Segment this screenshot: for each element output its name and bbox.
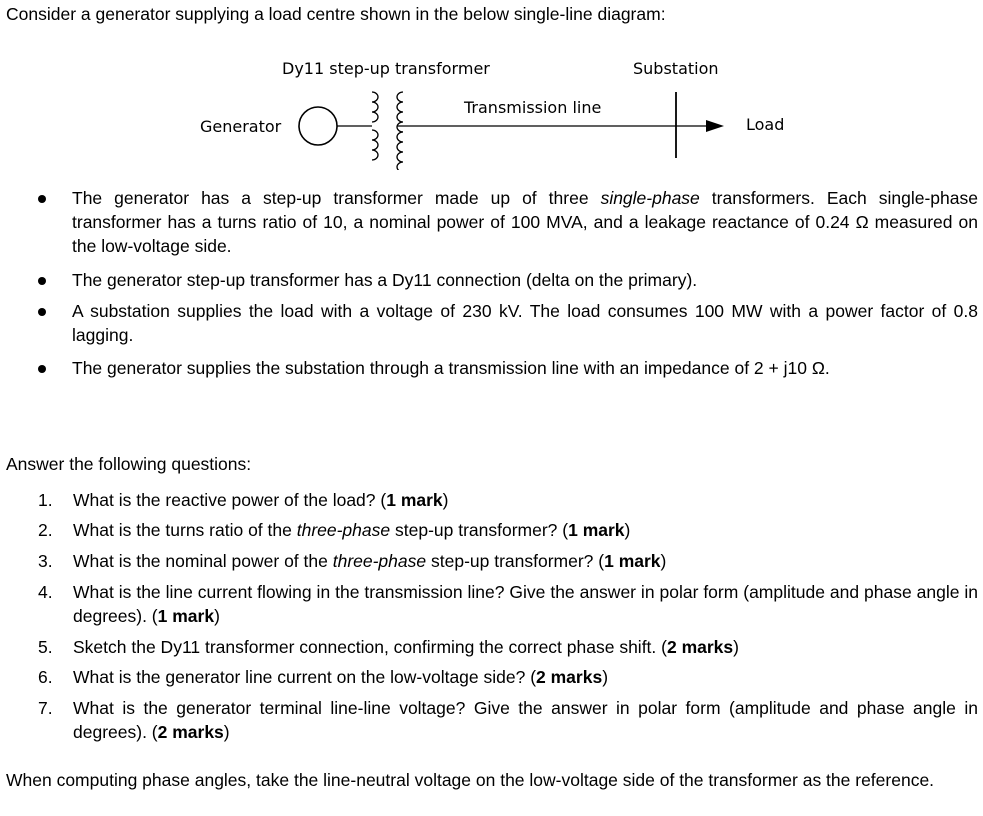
question-number: 4. xyxy=(38,582,53,602)
bullet-dot xyxy=(38,195,46,203)
question-number: 1. xyxy=(38,490,53,510)
question-marks: 1 mark xyxy=(386,490,443,510)
question-number: 7. xyxy=(38,698,53,718)
question-number: 6. xyxy=(38,667,53,687)
bullet-text: The generator step-up transformer has a Dy11 connection (delta on the primary). xyxy=(72,270,698,290)
load-arrow xyxy=(706,120,724,132)
bullet-text-cont: transformers. Each single-phase transformer has a turns ratio of 10, a nominal power of 100 MVA, and a leakage reactance of 0.24 Ω measured on the low-voltage side. xyxy=(72,188,978,256)
bullet-text: A substation supplies the load with a voltage of 230 kV. The load consumes 100 MW with a power factor of 0.8 lagging. xyxy=(72,301,978,345)
bullet-text: The generator supplies the substation through a transmission line with an impedance of 2 + j10 Ω. xyxy=(72,358,830,378)
question-text: What is the reactive power of the load? ( xyxy=(73,490,387,510)
generator-symbol xyxy=(299,107,337,145)
reference-note: When computing phase angles, take the line-neutral voltage on the low-voltage side of the transformer as the reference. xyxy=(6,770,935,790)
questions-title: Answer the following questions: xyxy=(6,454,252,474)
transformer-secondary-winding xyxy=(397,92,403,170)
question-text-mid: step-up transformer? ( xyxy=(426,551,605,571)
question-text-end: ) xyxy=(624,520,631,540)
bullet-dot xyxy=(38,365,46,373)
question-text: What is the turns ratio of the xyxy=(73,520,297,540)
question-text: What is the generator terminal line-line voltage? Give the answer in polar form (amplitude and phase angle in degrees). ( xyxy=(73,698,978,742)
load-label: Load xyxy=(746,115,785,134)
question-text: What is the generator line current on the low-voltage side? ( xyxy=(73,667,537,687)
transformer-primary-winding xyxy=(372,92,378,122)
question-text-end: ) xyxy=(733,637,739,657)
transformer-label: Dy11 step-up transformer xyxy=(282,59,490,78)
bullet-dot xyxy=(38,277,46,285)
question-marks: 2 marks xyxy=(666,637,734,657)
question-marks: 1 mark xyxy=(568,520,625,540)
question-text-end: ) xyxy=(660,551,667,571)
intro-text: Consider a generator supplying a load centre shown in the below single-line diagram: xyxy=(6,4,666,24)
bullet-emphasis: single-phase xyxy=(600,188,700,208)
question-text-mid: step-up transformer? ( xyxy=(390,520,569,540)
transmission-line-label: Transmission line xyxy=(464,98,602,117)
question-emphasis: three-phase xyxy=(332,551,427,571)
question-text: What is the nominal power of the xyxy=(73,551,333,571)
bullet-dot xyxy=(38,308,46,316)
question-marks: 1 mark xyxy=(157,606,215,626)
question-text-end: ) xyxy=(223,722,230,742)
question-marks: 1 mark xyxy=(604,551,661,571)
question-text-end: ) xyxy=(442,490,449,510)
question-number: 5. xyxy=(38,637,53,657)
bullet-text: The generator has a step-up transformer made up of three xyxy=(72,188,601,208)
generator-label: Generator xyxy=(200,117,282,136)
question-text-end: ) xyxy=(214,606,220,626)
question-marks: 2 marks xyxy=(157,722,224,742)
question-marks: 2 marks xyxy=(536,667,603,687)
question-number: 3. xyxy=(38,551,53,571)
question-number: 2. xyxy=(38,520,53,540)
transformer-primary-winding-lower xyxy=(372,130,378,160)
single-line-diagram xyxy=(0,50,983,170)
substation-label: Substation xyxy=(633,59,719,78)
question-text: Sketch the Dy11 transformer connection, confirming the correct phase shift. ( xyxy=(73,637,667,657)
question-emphasis: three-phase xyxy=(296,520,391,540)
question-text-end: ) xyxy=(602,667,609,687)
question-text: What is the line current flowing in the transmission line? Give the answer in polar form (amplitude and phase angle in degrees). ( xyxy=(73,582,978,626)
